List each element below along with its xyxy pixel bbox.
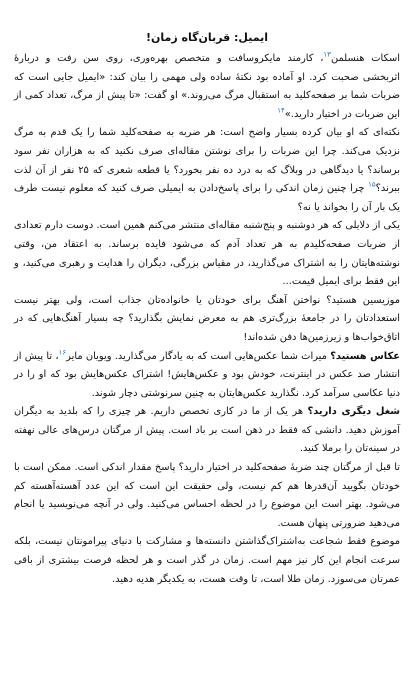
paragraph-4: [14, 292, 400, 348]
paragraph-7: [14, 459, 400, 533]
article-title: ایمیل: قربان‌گاه زمان!: [145, 31, 269, 44]
footnote-marker[interactable]: ۱۳: [323, 50, 331, 59]
paragraph-6: [14, 403, 400, 459]
paragraph-2: [14, 124, 400, 217]
footnote-marker[interactable]: ۱۵: [368, 180, 376, 189]
paragraph-text: چرا چنین زمان اندکی را برای پاسخ‌دادن به ایمیلی صرف کنید که معلوم نیست طرف یک بار آن را بخواند یا نه؟: [14, 183, 400, 213]
paragraph-text: تا قبل از مرگتان چند ضربهٔ صفحه‌کلید در اختیار دارید؟ پاسخ مقدار اندکی است. ممکن است با خودتان بگویید آن‌قدرها هم کم نیست، ولی حقیقت این است که این عدد آهسته‌آهسته کم می‌شود. بهتر است این موضوع را در لحظه احساس می‌کنید. ولی در آنچه می‌نویسید یا انجام می‌دهید ضرورتی پنهان هست.: [14, 462, 400, 529]
paragraph-text: یکی از دلایلی که هر دوشنبه و پنج‌شنبه مقاله‌ای منتشر می‌کنم همین است. دوست دارم تعدادی از ضربات صفحه‌کلیدم به هر تعداد آدم که می‌شود فایده برساند. به اعتقاد من، وقتی نوشته‌هایتان را به اشتراک می‌گذارید، در مقیاس بزرگی، دیگران را هدایت و رهبری می‌کنید، و این فقط برای ایمیل قیمت...: [14, 220, 400, 288]
paragraph-1: [14, 50, 400, 124]
paragraph-3: [14, 217, 400, 291]
paragraph-text: اسکات هنسلمن: [330, 53, 400, 64]
footnote-marker[interactable]: ۱۶: [58, 348, 67, 357]
paragraph-lead: عکاس هستید؟: [330, 350, 400, 362]
paragraph-text: نکته‌ای که او بیان کرده بسیار واضح است: هر ضربه به صفحه‌کلید شما را یک قدم به مرگ نزدیک می‌کند. چرا این ضربات را برای نوشتن مقاله‌ای صرف نکنید که به هزاران نفر سود برساند؟ یا دیدگاهی در وبلاگ که به درد ده نفر بخورد؟ یا قطعه شعری که ۲۵ نفر از آن لذت ببرند؟: [14, 127, 400, 195]
paragraph-text: میراث شما عکس‌هایی است که به یادگار می‌گذارید. ویویان مایر: [66, 350, 331, 362]
paragraph-lead: شغل دیگری دارید؟: [307, 406, 401, 418]
paragraph-8: [14, 533, 400, 589]
paragraph-text: ، کارمند مایکروسافت و متخصص بهره‌وری، روی سن رفت و درباره‌ٔ اثربخشی صحبت کرد. او آماده بود نکته‌ٔ ساده ولی مهمی را بیان کند: «ایمیل جایی است که ضربات شما بر صفحه‌کلید به استقبال مرگ می‌روند.» او گفت: «تا پیش از مرگ، تعداد کمی از این ضربات در اختیار دارید.»: [14, 53, 400, 120]
paragraph-text: موضوع فقط شجاعت به‌اشتراک‌گذاشتن دانسته‌ها و مشارکت با دنیای پیرامونتان نیست، بلکه سرعت انجام این کار نیز مهم است. زمان در گذر است و هر لحظه فرصت بیشتری از باقی عمرتان می‌سوزد. زمان طلا است، تا وقت هست، به یکدیگر هدیه دهید.: [14, 536, 400, 585]
footnote-marker[interactable]: ۱۴: [277, 106, 285, 115]
paragraph-text: هر یک از ما در کاری تخصص داریم. هر چیزی را که بلدید به دیگران آموزش دهید. دانشی که فقط در ذهن است بر باد است. پیش از مرگتان درس‌های عالی نهفته در سینه‌تان را برملا کنید.: [14, 406, 400, 455]
paragraph-text: موزیسین هستید؟ نواختن آهنگ برای خودتان یا خانواده‌تان جذاب است، ولی بهتر نیست استعدادتان را در جامعهٔ بزرگ‌تری هم به معرض نمایش بگذارید؟ چه بسیار آهنگ‌هایی که در اتاق‌خواب‌ها و زیرزمین‌ها دفن شده‌اند!: [14, 294, 400, 343]
paragraph-text: ، تا پیش از انتشار صد عکس در اینترنت، خودش بود و عکس‌هایش! اشتراک عکس‌هایش بود که او را در دنیا عکاسی سرآمد کرد. نگذارید عکس‌هایتان به چنین سرنوشتی دچار شوند.: [14, 350, 400, 399]
paragraph-5: [14, 348, 400, 404]
